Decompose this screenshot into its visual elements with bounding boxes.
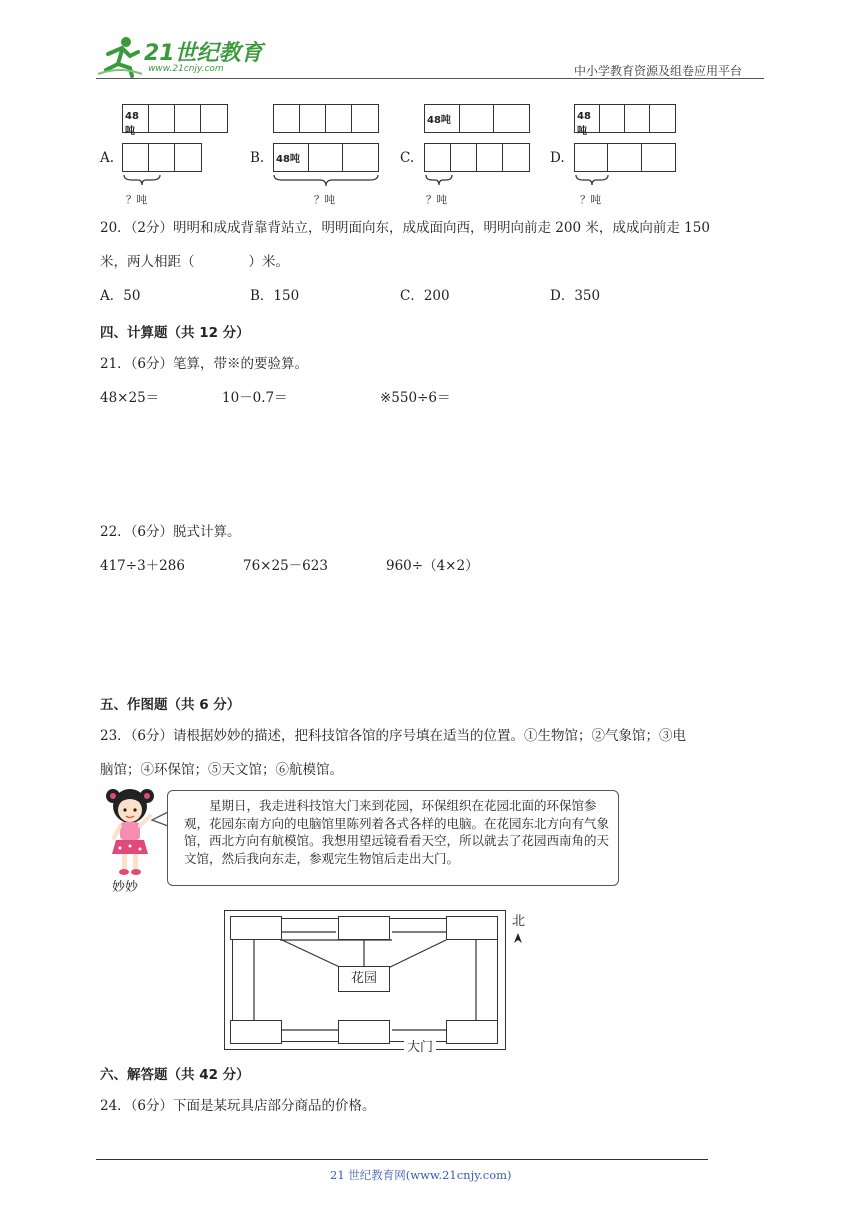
option-b-unknown: ？吨 (314, 194, 335, 206)
option-a-bottom-bar (122, 143, 202, 172)
gate-label: 大门 (404, 1036, 436, 1055)
q21-item-3: ※550÷6＝ (380, 390, 451, 406)
section-5-title: 五、作图题（共 6 分） (100, 697, 241, 713)
platform-title: 中小学教育资源及组卷应用平台 (574, 64, 743, 78)
label-48: 48吨 (123, 105, 149, 132)
q22-item-1: 417÷3＋286 (100, 558, 185, 574)
speech-text: 星期日，我走进科技馆大门来到花园，环保组织在花园北面的环保馆参观，花园东南方向的电脑馆里陈列着各式各样的电脑。在花园东北方向有气象馆，西北方向有航模馆。我想用望远镜看看天空，所以就去了花园西南角的天文馆，然后我向东走，参观完生物馆后走出大门。 (184, 798, 610, 866)
option-b-brace (272, 174, 380, 188)
logo-url: www.21cnjy.com (148, 64, 224, 74)
footer-rule (96, 1159, 708, 1160)
q20-stem-line1: 20．（2分）明明和成成背靠背站立，明明面向东，成成面向西，明明向前走 200 米，成成向前走 150 (100, 220, 710, 236)
q20-option-b: B．150 (250, 288, 300, 304)
option-a-label: A. (100, 150, 115, 166)
option-d-top-bar (574, 104, 676, 137)
footer-text: 21 世纪教育网(www.21cnjy.com) (330, 1168, 512, 1182)
hall-southeast (446, 1020, 498, 1044)
q23-stem-line1: 23．（6分）请根据妙妙的描述，把科技馆各馆的序号填在适当的位置。①生物馆；②气象馆；③电 (100, 728, 687, 744)
q20-option-c: C．200 (400, 288, 450, 304)
q21-item-1: 48×25＝ (100, 390, 160, 406)
section-4-title: 四、计算题（共 12 分） (100, 325, 250, 341)
label-48: 48吨 (575, 105, 600, 132)
north-arrow-icon (513, 932, 523, 944)
garden-box (338, 966, 390, 992)
option-c-top-bar (424, 104, 530, 133)
option-d-unknown: ？吨 (580, 194, 601, 206)
label-48: 48吨 (274, 144, 309, 171)
q20-option-d: D．350 (550, 288, 601, 304)
option-c-brace (424, 174, 454, 186)
hall-southwest (230, 1020, 282, 1044)
north-label: 北 (512, 914, 526, 929)
garden-label: 花园 (350, 971, 377, 986)
q21-stem: 21．（6分）笔算，带※的要验算。 (100, 356, 309, 372)
q24-stem: 24．（6分）下面是某玩具店部分商品的价格。 (100, 1098, 376, 1114)
hall-northeast (446, 916, 498, 940)
option-b-top-bar (273, 104, 379, 133)
girl-miaomiao-icon (100, 786, 160, 878)
q20-stem-line2: 米，两人相距（ ）米。 (100, 254, 289, 270)
hall-north (338, 916, 390, 940)
option-b-bottom-bar (273, 143, 379, 172)
q20-option-a: A．50 (100, 288, 141, 304)
q22-stem: 22．（6分）脱式计算。 (100, 524, 241, 540)
speech-bubble (167, 790, 619, 886)
option-c-bottom-bar (424, 143, 530, 172)
hall-south (338, 1020, 390, 1044)
option-d-brace (574, 174, 612, 186)
option-d-bottom-bar (574, 143, 676, 172)
option-a-unknown: ？吨 (126, 194, 147, 206)
option-d-label: D. (550, 150, 565, 166)
runner-logo-icon (96, 34, 144, 78)
museum-map (224, 910, 506, 1055)
header-rule (96, 78, 764, 79)
q23-stem-line2: 脑馆；④环保馆；⑤天文馆；⑥航模馆。 (100, 762, 343, 778)
option-c-unknown: ？吨 (426, 194, 447, 206)
header-logo (96, 34, 266, 78)
q22-item-2: 76×25－623 (243, 558, 328, 574)
q21-item-2: 10－0.7＝ (222, 390, 288, 406)
option-b-label: B. (250, 150, 265, 166)
girl-name: 妙妙 (112, 880, 139, 895)
option-a-top-bar (122, 104, 228, 137)
logo-title: 21世纪教育 (144, 41, 263, 66)
label-48: 48吨 (425, 105, 460, 132)
q22-item-3: 960÷（4×2） (386, 558, 479, 574)
hall-northwest (230, 916, 282, 940)
option-a-brace (122, 174, 162, 186)
option-c-label: C. (400, 150, 415, 166)
section-6-title: 六、解答题（共 42 分） (100, 1067, 250, 1083)
